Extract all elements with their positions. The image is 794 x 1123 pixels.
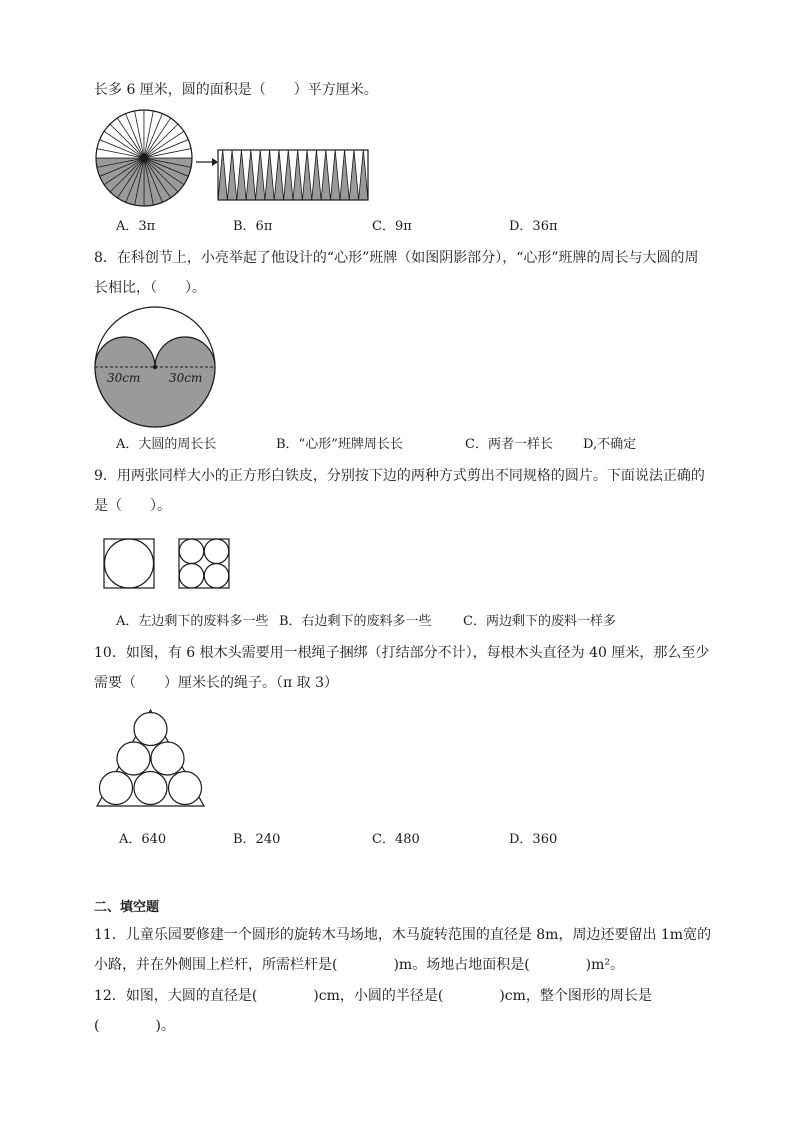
- shaded-sector: [321, 150, 330, 200]
- q8-figure: [94, 305, 218, 429]
- q7-figure: [94, 108, 384, 208]
- log-circle: [117, 742, 150, 775]
- shaded-sector: [237, 150, 246, 200]
- shaded-sector: [331, 150, 340, 200]
- shaded-sector: [265, 150, 274, 200]
- log-circle: [100, 772, 133, 805]
- q11-text-2: 小路，并在外侧围上栏杆，所需栏杆是( )m。场地占地面积是( )m²。: [94, 957, 625, 973]
- log-circle: [134, 713, 167, 746]
- center-dot: [153, 365, 157, 369]
- shaded-sector: [256, 150, 265, 200]
- shaded-sector: [340, 150, 349, 200]
- q9-text-2: 是（ ）。: [94, 498, 171, 514]
- q8-text-1: 8．在科创节上，小亮举起了他设计的“心形”班牌（如图阴影部分），“心形”班牌的周长与大圆的周: [94, 250, 699, 266]
- log-circle: [169, 772, 202, 805]
- shaded-sector: [284, 150, 293, 200]
- shaded-sector: [359, 150, 368, 200]
- small-circle: [204, 539, 229, 564]
- q10-text-2: 需要（ ）厘米长的绳子。（π 取 3）: [94, 675, 339, 691]
- q7-text: 长多 6 厘米，圆的面积是（ ）平方厘米。: [94, 82, 378, 98]
- q10-option-d[interactable]: D．360: [509, 832, 558, 847]
- q7-option-d[interactable]: D．36π: [509, 219, 558, 234]
- q10-figure: [97, 710, 205, 808]
- arrow-icon: [196, 158, 218, 166]
- sector-circle: [96, 110, 192, 206]
- q12-text-1: 12．如图，大圆的直径是( )cm，小圆的半径是( )cm，整个图形的周长是: [94, 988, 652, 1004]
- left-big-circle: [105, 539, 154, 588]
- q8-option-a[interactable]: A．大圆的周长长: [116, 437, 217, 452]
- small-circle: [204, 564, 229, 589]
- log-circle: [134, 772, 167, 805]
- log-circle: [151, 742, 184, 775]
- shaded-sector: [293, 150, 302, 200]
- small-circle: [179, 564, 204, 589]
- label-right: 30cm: [169, 371, 203, 385]
- q10-text-1: 10．如图，有 6 根木头需要用一根绳子捆绑（打结部分不计），每根木头直径为 40 厘米，那么至少: [94, 645, 710, 661]
- shaded-sector: [302, 150, 311, 200]
- shaded-sector: [349, 150, 358, 200]
- shaded-sector: [274, 150, 283, 200]
- q7-option-b[interactable]: B．6π: [233, 219, 273, 234]
- q8-option-b[interactable]: B．“心形”班牌周长长: [276, 437, 403, 452]
- label-left: 30cm: [107, 371, 141, 385]
- shaded-sector: [218, 150, 227, 200]
- q7-option-c[interactable]: C．9π: [372, 219, 412, 234]
- q10-option-a[interactable]: A．640: [119, 832, 167, 847]
- shaded-sector: [246, 150, 255, 200]
- right-square: [179, 539, 229, 588]
- q10-option-b[interactable]: B．240: [233, 832, 281, 847]
- q9-figure: [103, 538, 233, 590]
- q12-text-2: ( )。: [94, 1018, 175, 1034]
- shaded-sector: [312, 150, 321, 200]
- small-circle: [179, 539, 204, 564]
- q9-text-1: 9．用两张同样大小的正方形白铁皮，分别按下边的两种方式剪出不同规格的圆片。下面说法正确的: [94, 468, 705, 484]
- q8-option-d[interactable]: D,不确定: [583, 437, 637, 452]
- q8-text-2: 长相比，（ ）。: [94, 280, 206, 296]
- q8-option-c[interactable]: C．两者一样长: [465, 437, 553, 452]
- rearranged-rectangle: [218, 150, 368, 200]
- q9-option-c[interactable]: C．两边剩下的废料一样多: [463, 614, 616, 629]
- q10-option-c[interactable]: C．480: [372, 832, 420, 847]
- shaded-sector: [227, 150, 236, 200]
- q9-option-b[interactable]: B．右边剩下的废料多一些: [279, 614, 432, 629]
- section-title: 二、填空题: [94, 900, 160, 915]
- center-dot: [142, 156, 147, 161]
- q7-option-a[interactable]: A．3π: [116, 219, 156, 234]
- q9-option-a[interactable]: A．左边剩下的废料多一些: [116, 614, 269, 629]
- q11-text-1: 11．儿童乐园要修建一个圆形的旋转木马场地，木马旋转范围的直径是 8m，周边还要留出 1m宽的: [94, 927, 712, 943]
